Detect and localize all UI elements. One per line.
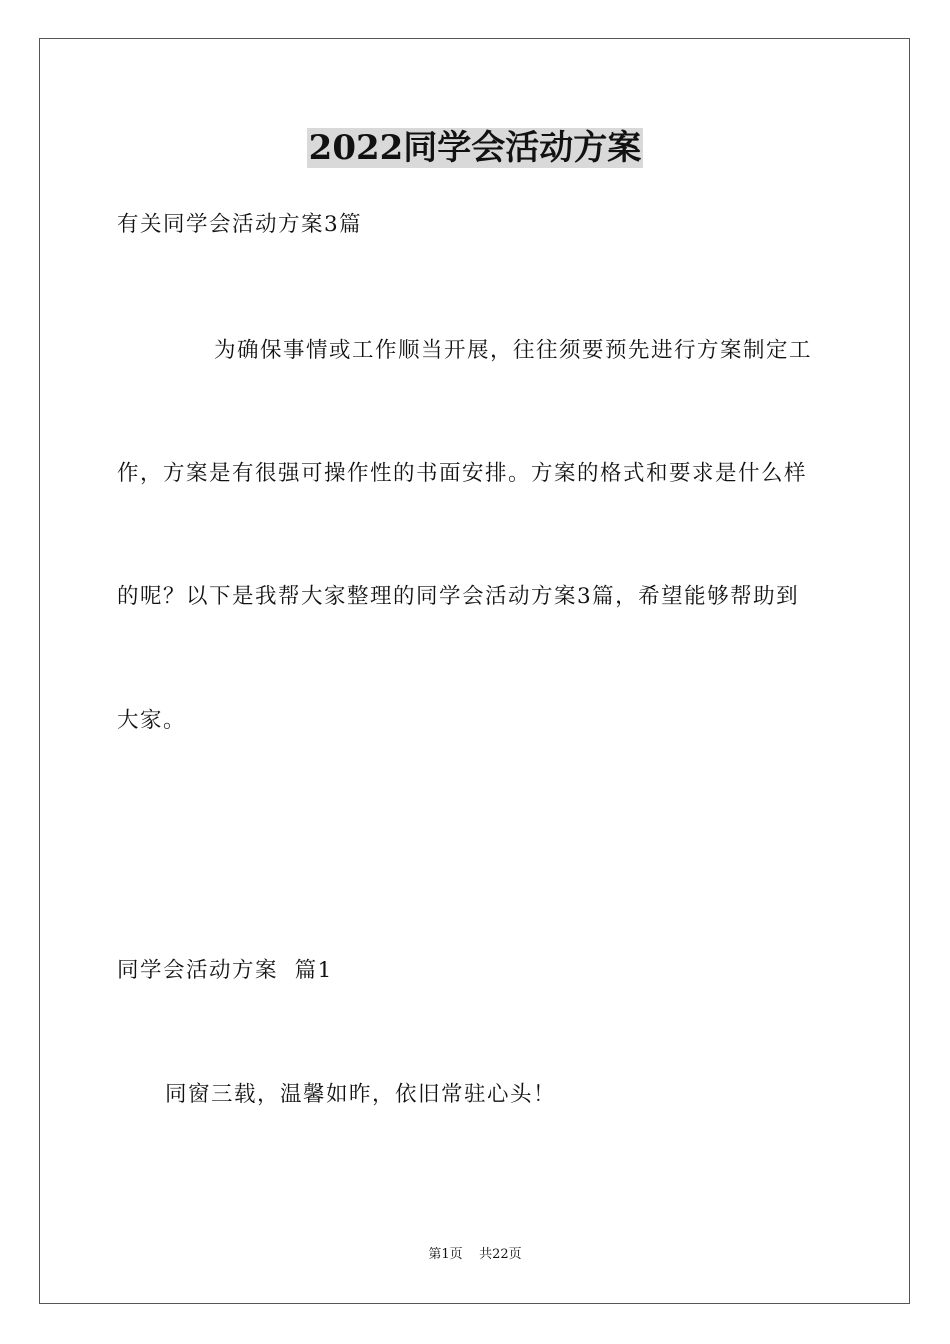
intro-paragraph-line: 作，方案是有很强可操作性的书面安排。方案的格式和要求是什么样 [117, 461, 808, 486]
section-heading: 同学会活动方案 篇1 [117, 958, 333, 983]
document-title-text: 2022同学会活动方案 [308, 128, 642, 168]
intro-paragraph-line: 大家。 [117, 708, 187, 733]
intro-paragraph-line: 为确保事情或工作顺当开展，往往须要预先进行方案制定工 [214, 338, 813, 363]
document-subtitle: 有关同学会活动方案3篇 [117, 212, 363, 237]
section-paragraph-line: 同窗三载，温馨如昨，依旧常驻心头！ [165, 1082, 557, 1107]
page-number-footer: 第1页 共22页 [428, 1247, 522, 1262]
document-title [0, 126, 950, 170]
intro-paragraph-line: 的呢？以下是我帮大家整理的同学会活动方案3篇，希望能够帮助到 [117, 584, 800, 609]
